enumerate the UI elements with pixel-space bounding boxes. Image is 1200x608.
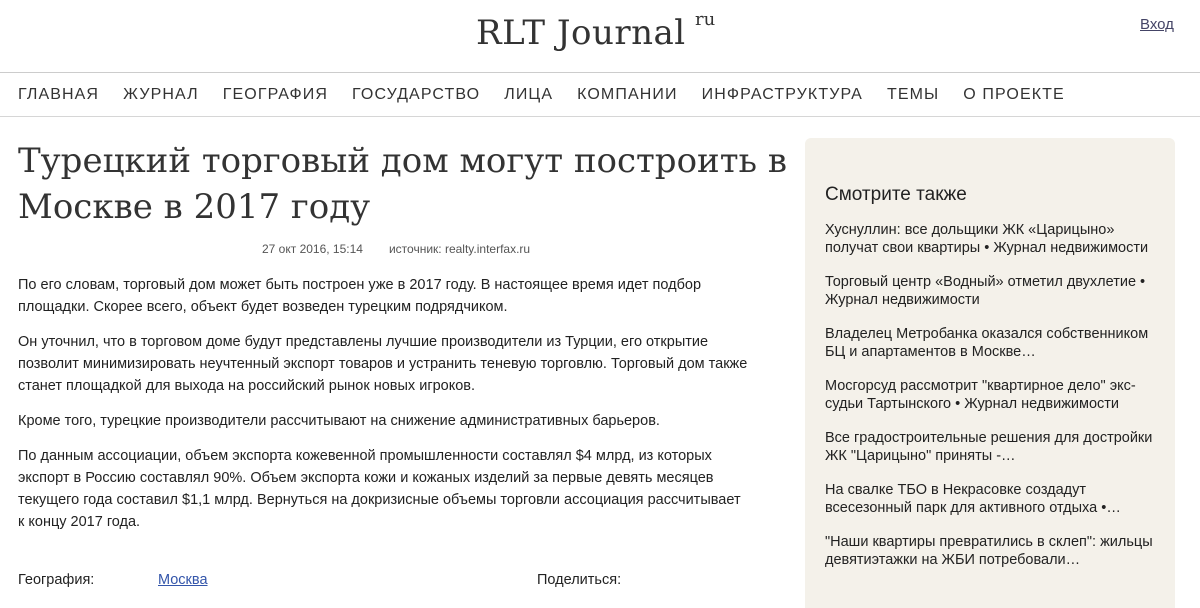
share-label: Поделиться: — [537, 572, 622, 588]
related-link[interactable]: Хуснуллин: все дольщики ЖК «Царицыно» получат свои квартиры • Журнал недвижимости — [825, 222, 1149, 256]
article-title: Турецкий торговый дом могут построить в Москве в 2017 году — [18, 141, 787, 227]
nav-item-companies[interactable]: КОМПАНИИ — [577, 85, 678, 103]
geography-link[interactable]: Москва — [158, 572, 208, 588]
nav-item-home[interactable]: ГЛАВНАЯ — [18, 85, 100, 103]
related-list — [825, 222, 1160, 586]
related-link[interactable]: Все градостроительные решения для достройки ЖК "Царицыно" приняты -… — [825, 430, 1153, 464]
login-link[interactable]: Вход — [1140, 16, 1174, 33]
related-link[interactable]: Мосгорсуд рассмотрит "квартирное дело" экс-судьи Тартынского • Журнал недвижимости — [825, 378, 1136, 412]
article-paragraph: По данным ассоциации, объем экспорта кожевенной промышленности составлял $4 млрд, из которых экспорт в Россию составлял 90%. Объем экспорта кожи и кожаных изделий за первые девять месяцев текущего года составил $1,1 млрд. Вернуться на докризисные объемы торговли ассоциация рассчитывает к концу 2017 года. — [18, 448, 741, 530]
article-date: 27 окт 2016, 15:14 — [262, 242, 363, 256]
related-link[interactable]: Владелец Метробанка оказался собственником БЦ и апартаментов в Москве… — [825, 326, 1149, 360]
nav-item-topics[interactable]: ТЕМЫ — [886, 85, 940, 103]
nav-item-geography[interactable]: ГЕОГРАФИЯ — [222, 85, 329, 103]
related-sidebar — [805, 138, 1175, 608]
nav-item-government[interactable]: ГОСУДАРСТВО — [352, 85, 481, 103]
nav-item-about[interactable]: О ПРОЕКТЕ — [963, 85, 1065, 103]
related-link[interactable]: На свалке ТБО в Некрасовке создадут всесезонный парк для активного отдыха •… — [825, 482, 1121, 516]
site-logo-suffix[interactable]: ru — [695, 9, 716, 30]
geography-label: География: — [18, 572, 95, 588]
article-body — [18, 274, 748, 546]
article-source: источник: realty.interfax.ru — [388, 242, 531, 256]
article-paragraph: По его словам, торговый дом может быть построен уже в 2017 году. В настоящее время идет подбор площадки. Скорее всего, объект будет возведен турецким подрядчиком. — [18, 277, 702, 315]
related-link[interactable]: Торговый центр «Водный» отметил двухлетие • Журнал недвижимости — [825, 274, 1146, 308]
article-paragraph: Кроме того, турецкие производители рассчитывают на снижение административных барьеров. — [18, 413, 660, 429]
related-link[interactable]: "Наши квартиры превратились в склеп": жильцы девятиэтажки на ЖБИ потребовали… — [825, 534, 1153, 568]
site-header — [0, 0, 1200, 73]
nav-item-journal[interactable]: ЖУРНАЛ — [123, 85, 199, 103]
sidebar-title: Смотрите также — [825, 184, 967, 205]
main-nav — [0, 73, 1200, 117]
site-logo[interactable]: RLT Journal — [476, 13, 686, 53]
article-meta — [262, 242, 530, 256]
nav-item-people[interactable]: ЛИЦА — [504, 85, 554, 103]
article-paragraph: Он уточнил, что в торговом доме будут представлены лучшие производители из Турции, его открытие позволит минимизировать неучтенный экспорт товаров и устранить теневую торговлю. Торговый дом также станет площадкой для выхода на российский рынок новых игроков. — [18, 334, 748, 394]
nav-item-infrastructure[interactable]: ИНФРАСТРУКТУРА — [701, 85, 863, 103]
